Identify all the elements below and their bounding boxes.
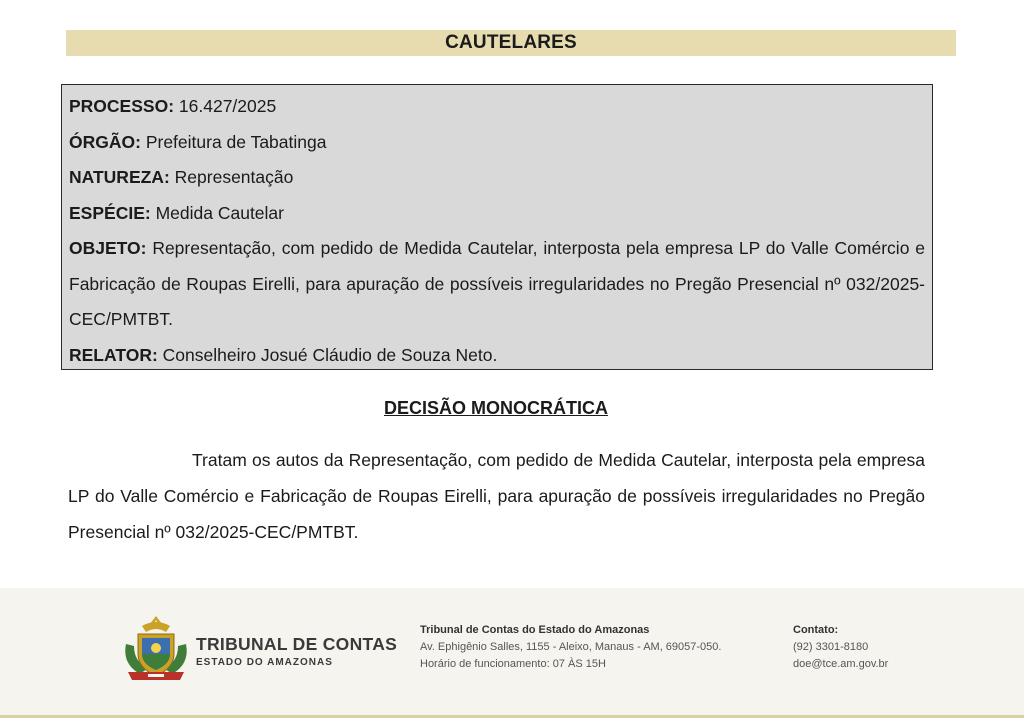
natureza-label: NATUREZA:	[69, 167, 170, 187]
orgao-label: ÓRGÃO:	[69, 131, 141, 152]
brand-subtitle: ESTADO DO AMAZONAS	[196, 657, 333, 668]
processo-label: PROCESSO:	[69, 96, 175, 116]
section-header	[66, 30, 956, 56]
process-info-box	[61, 84, 933, 370]
especie-value: Medida Cautelar	[155, 202, 284, 223]
especie-row	[69, 196, 925, 232]
relator-value: Conselheiro Josué Cláudio de Souza Neto.	[162, 344, 498, 365]
orgao-row	[69, 125, 925, 161]
objeto-row	[69, 231, 925, 338]
brand-title: TRIBUNAL DE CONTAS	[196, 634, 398, 654]
section-title: CAUTELARES	[445, 32, 577, 53]
natureza-row	[69, 160, 925, 196]
contact-phone: (92) 3301-8180	[793, 641, 869, 653]
institution-name: Tribunal de Contas do Estado do Amazonas	[420, 624, 650, 636]
processo-value: 16.427/2025	[178, 96, 277, 116]
contact-label: Contato:	[793, 624, 839, 636]
relator-label: RELATOR:	[69, 344, 158, 365]
objeto-value: Representação, com pedido de Medida Cautelar, interposta pela empresa LP do Valle Comércio e Fabricação de Roupas Eirelli, para apuração de possíveis irregularidades no Pregão Presencial nº 032/2025-CEC/PMTBT.	[69, 238, 925, 329]
footer	[0, 588, 1024, 718]
especie-label: ESPÉCIE:	[69, 202, 151, 223]
orgao-value: Prefeitura de Tabatinga	[145, 131, 327, 152]
relator-row	[69, 338, 925, 374]
contact-email: doe@tce.am.gov.br	[793, 658, 889, 670]
natureza-value: Representação	[174, 167, 294, 187]
footer-address-block	[420, 622, 721, 673]
tce-coat-of-arms-logo	[118, 612, 194, 684]
processo-row	[69, 89, 925, 125]
decision-title: DECISÃO MONOCRÁTICA	[384, 398, 608, 418]
footer-contact-block	[793, 622, 888, 673]
address-line: Av. Ephigênio Salles, 1155 - Aleixo, Manaus - AM, 69057-050.	[420, 641, 722, 653]
hours-line: Horário de funcionamento: 07 ÀS 15H	[420, 658, 606, 670]
decision-body: Tratam os autos da Representação, com pedido de Medida Cautelar, interposta pela empresa LP do Valle Comércio e Fabricação de Roupas Eirelli, para apuração de possíveis irregularidades no Pregão Presencial nº 032/2025-CEC/PMTBT.	[68, 450, 925, 542]
objeto-label: OBJETO:	[69, 238, 147, 258]
